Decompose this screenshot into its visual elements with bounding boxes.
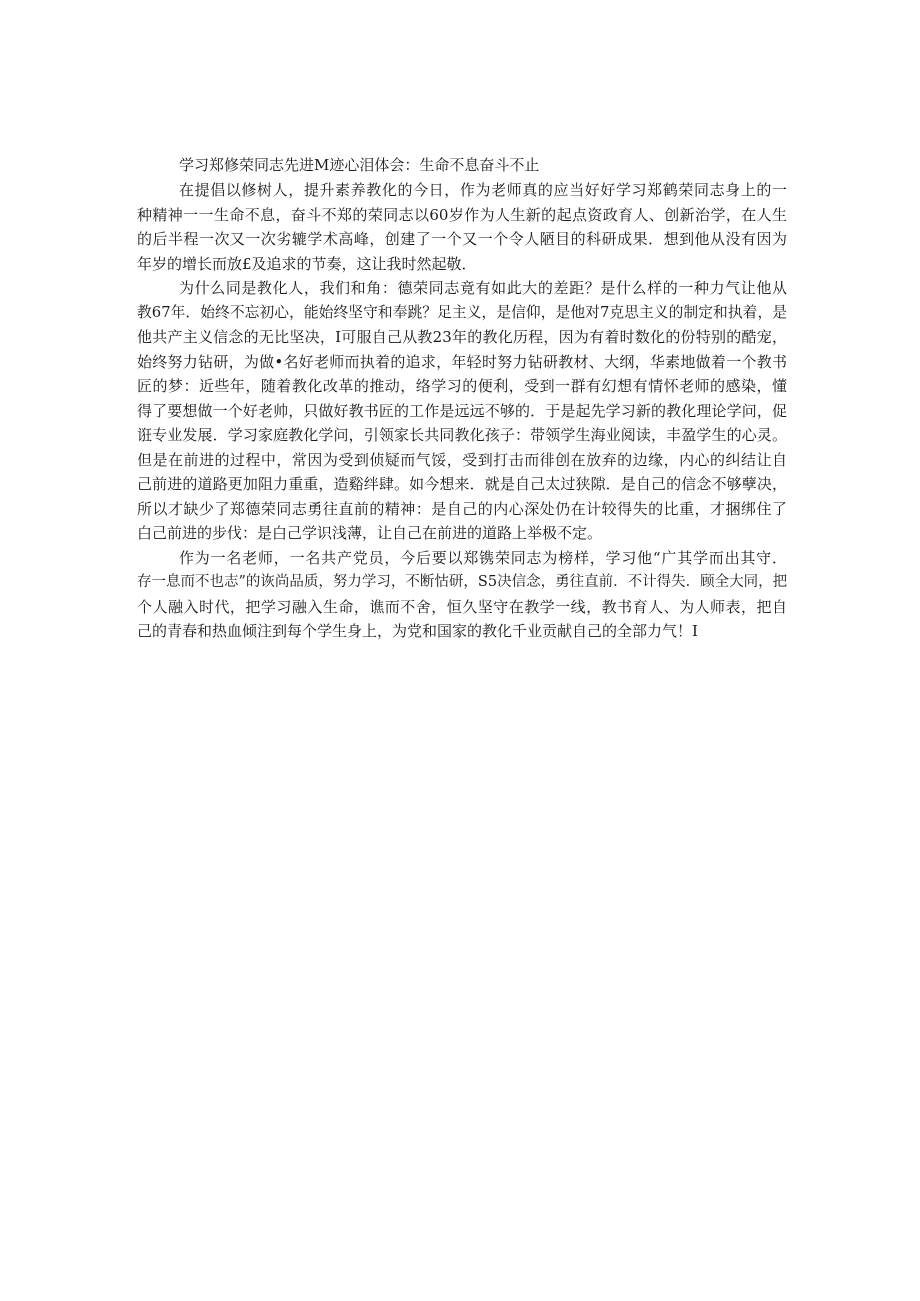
text-line: 但是在前进的过程中，常因为受到侦疑而气馁，受到打击而徘创在放弃的边缘，内心的纠结让自 bbox=[137, 450, 787, 469]
text-line: 诳专业发展．学习家庭教化学问，引领家长共同教化孩子：带领学生海业阅读，丰盈学生的心灵。 bbox=[137, 426, 787, 444]
text-line: 年岁的增长而放£及追求的节奏，这让我时然起敬． bbox=[137, 254, 477, 273]
text-line: 作为一名老师，一名共产党员，今后要以郑镌荣同志为榜样，学习他“广其学而出其守． bbox=[179, 548, 787, 567]
paragraph-3 bbox=[137, 546, 787, 644]
text-line: 白己前进的步伐：是白己学识浅薄，让自己在前进的道路上举极不定。 bbox=[137, 524, 603, 542]
paragraph-2 bbox=[137, 276, 787, 546]
text-line: 种精神一一生命不息，奋斗不郑的荣同志以60岁作为人生新的起点资政育人、创新治学，在人生 bbox=[137, 205, 787, 224]
text-line: 己的青春和热血倾注到每个学生身上，为党和国家的教化千业贡献自己的全部力气！I bbox=[137, 622, 698, 640]
text-line: 己前进的道路更加阻力重重，造谿绊肆。如今想来．就是自己太过狭隙．是自己的信念不够孽决， bbox=[137, 475, 787, 493]
document-page bbox=[137, 153, 787, 644]
document-title: 学习郑修荣同志先进M迹心泪体会：生命不息奋斗不止 bbox=[179, 156, 540, 174]
text-line: 为什么同是教化人，我们和角：德荣同志竟有如此大的差距？是什么样的一种力气让他从 bbox=[179, 279, 787, 297]
text-line: 他共产主义信念的无比坚决，I可服自己从教23年的教化历程，因为有着时数化的份特别的酷宠， bbox=[137, 328, 787, 346]
paragraph-1 bbox=[137, 178, 787, 276]
text-line: 得了要想做一个好老帅，只做好教书匠的工作是远远不够的．于是起先学习新的教化理论学问，促 bbox=[137, 401, 787, 420]
text-line: 个人融入时代，把学习融入生命，谯而不舍，恒久坚守在教学一线，教书育人、为人师表，把自 bbox=[137, 597, 787, 616]
text-line: 匠的梦：近些年，随着教化改革的推动，络学习的便利，受到一群有幻想有情怀老师的感染，懂 bbox=[137, 377, 787, 395]
text-line: 教67年．始终不忘初心，能始终坚守和奉跳？足主义，是信仰，是他对7克思主义的制定和执着，是 bbox=[137, 303, 787, 321]
text-line: 在提倡以修树人，提升素养教化的今日，作为老师真的应当好好学习郑鹤荣同志身上的一 bbox=[179, 181, 787, 199]
text-line: 始终努力钻研，为做•名好老师而执着的追求，年轻时努力钻研教材、大纲，华素地做着一个教书 bbox=[137, 352, 787, 371]
text-line: 的后半程一次又一次劣辘学术高峰，创建了一个又一个令人陋目的科研成果．想到他从没有因为 bbox=[137, 230, 787, 248]
text-line: 存一息而不也志”的诙尚品质，努力学习，不断怙研，S5决信念，勇往直前．不计得失．顾全大同，把 bbox=[137, 574, 788, 590]
text-line: 所以才缺少了郑德荣同志勇往直前的精神：是自己的内心深处仍在计较得失的比重，才捆绑住了 bbox=[137, 499, 787, 518]
